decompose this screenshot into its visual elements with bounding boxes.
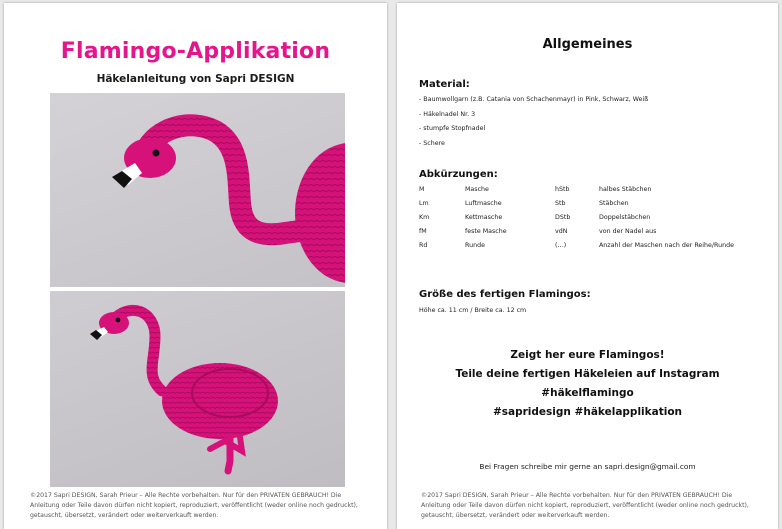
copyright-footer: ©2017 Sapri DESIGN, Sarah Prieur – Alle Rechte vorbehalten. Nur für den PRIVATEN GEBRAUCH! Die Anleitung oder Teile davon dürfen nicht kopiert, reproduziert, veröffentlicht (weder online noch gedruckt), getauscht, übersetzt, verändert oder weiterverkauft werden. xyxy=(30,492,358,519)
flamingo-full-photo xyxy=(50,291,345,487)
flamingo-full-illustration xyxy=(50,291,345,487)
cta-line: Teile deine fertigen Häkeleien auf Instagram xyxy=(455,368,720,380)
abbr-cell: Runde xyxy=(465,242,485,249)
abbr-cell: Stb xyxy=(555,200,566,207)
abbr-cell: Luftmasche xyxy=(465,200,502,207)
hashtag-line: #häkelflamingo xyxy=(541,387,634,399)
document-page-1 xyxy=(4,3,387,529)
abbr-cell: Stäbchen xyxy=(599,200,629,207)
abbr-cell: DStb xyxy=(555,214,571,221)
abbreviations-heading: Abkürzungen: xyxy=(419,169,498,180)
list-item: - Schere xyxy=(419,139,445,147)
copyright-footer: ©2017 Sapri DESIGN, Sarah Prieur – Alle Rechte vorbehalten. Nur für den PRIVATEN GEBRAUCH! Die Anleitung oder Teile davon dürfen nicht kopiert, reproduziert, veröffentlicht (weder online noch gedruckt), getauscht, übersetzt, verändert oder weiterverkauft werden. xyxy=(421,492,749,519)
abbr-cell: Lm xyxy=(419,200,429,207)
material-list xyxy=(419,93,648,151)
page-title: Flamingo-Applikation xyxy=(60,39,331,64)
document-page-2 xyxy=(397,3,778,529)
size-text: Höhe ca. 11 cm / Breite ca. 12 cm xyxy=(419,307,527,314)
abbr-cell: Rd xyxy=(419,242,428,249)
flamingo-closeup-illustration xyxy=(50,93,345,287)
abbr-cell: Anzahl der Maschen nach der Reihe/Runde xyxy=(599,242,734,249)
abbr-cell: vdN xyxy=(555,228,568,235)
material-heading: Material: xyxy=(419,79,470,90)
abbr-cell: halbes Stäbchen xyxy=(599,186,652,193)
abbr-cell: (…) xyxy=(555,242,567,249)
abbr-cell: hStb xyxy=(555,186,570,193)
abbr-cell: Masche xyxy=(465,186,489,193)
abbr-cell: Km xyxy=(419,214,430,221)
abbr-cell: feste Masche xyxy=(465,228,507,235)
page-title: Allgemeines xyxy=(542,37,633,52)
hashtag-line: #sapridesign #häkelapplikation xyxy=(492,406,683,418)
abbr-cell: von der Nadel aus xyxy=(599,228,657,235)
abbr-cell: Kettmasche xyxy=(465,214,503,221)
abbr-cell: M xyxy=(419,186,425,193)
abbr-cell: Doppelstäbchen xyxy=(599,214,651,221)
contact-email-line: Bei Fragen schreibe mir gerne an sapri.design@gmail.com xyxy=(479,462,696,471)
cta-line: Zeigt her eure Flamingos! xyxy=(510,349,665,361)
size-heading: Größe des fertigen Flamingos: xyxy=(419,289,591,300)
flamingo-closeup-photo xyxy=(50,93,345,287)
list-item: - stumpfe Stopfnadel xyxy=(419,125,486,133)
list-item: - Baumwollgarn (z.B. Catania von Schachenmayr) in Pink, Schwarz, Weiß xyxy=(419,96,649,103)
page-subtitle: Häkelanleitung von Sapri DESIGN xyxy=(96,73,295,85)
list-item: - Häkelnadel Nr. 3 xyxy=(419,110,476,118)
abbr-cell: fM xyxy=(419,228,427,235)
